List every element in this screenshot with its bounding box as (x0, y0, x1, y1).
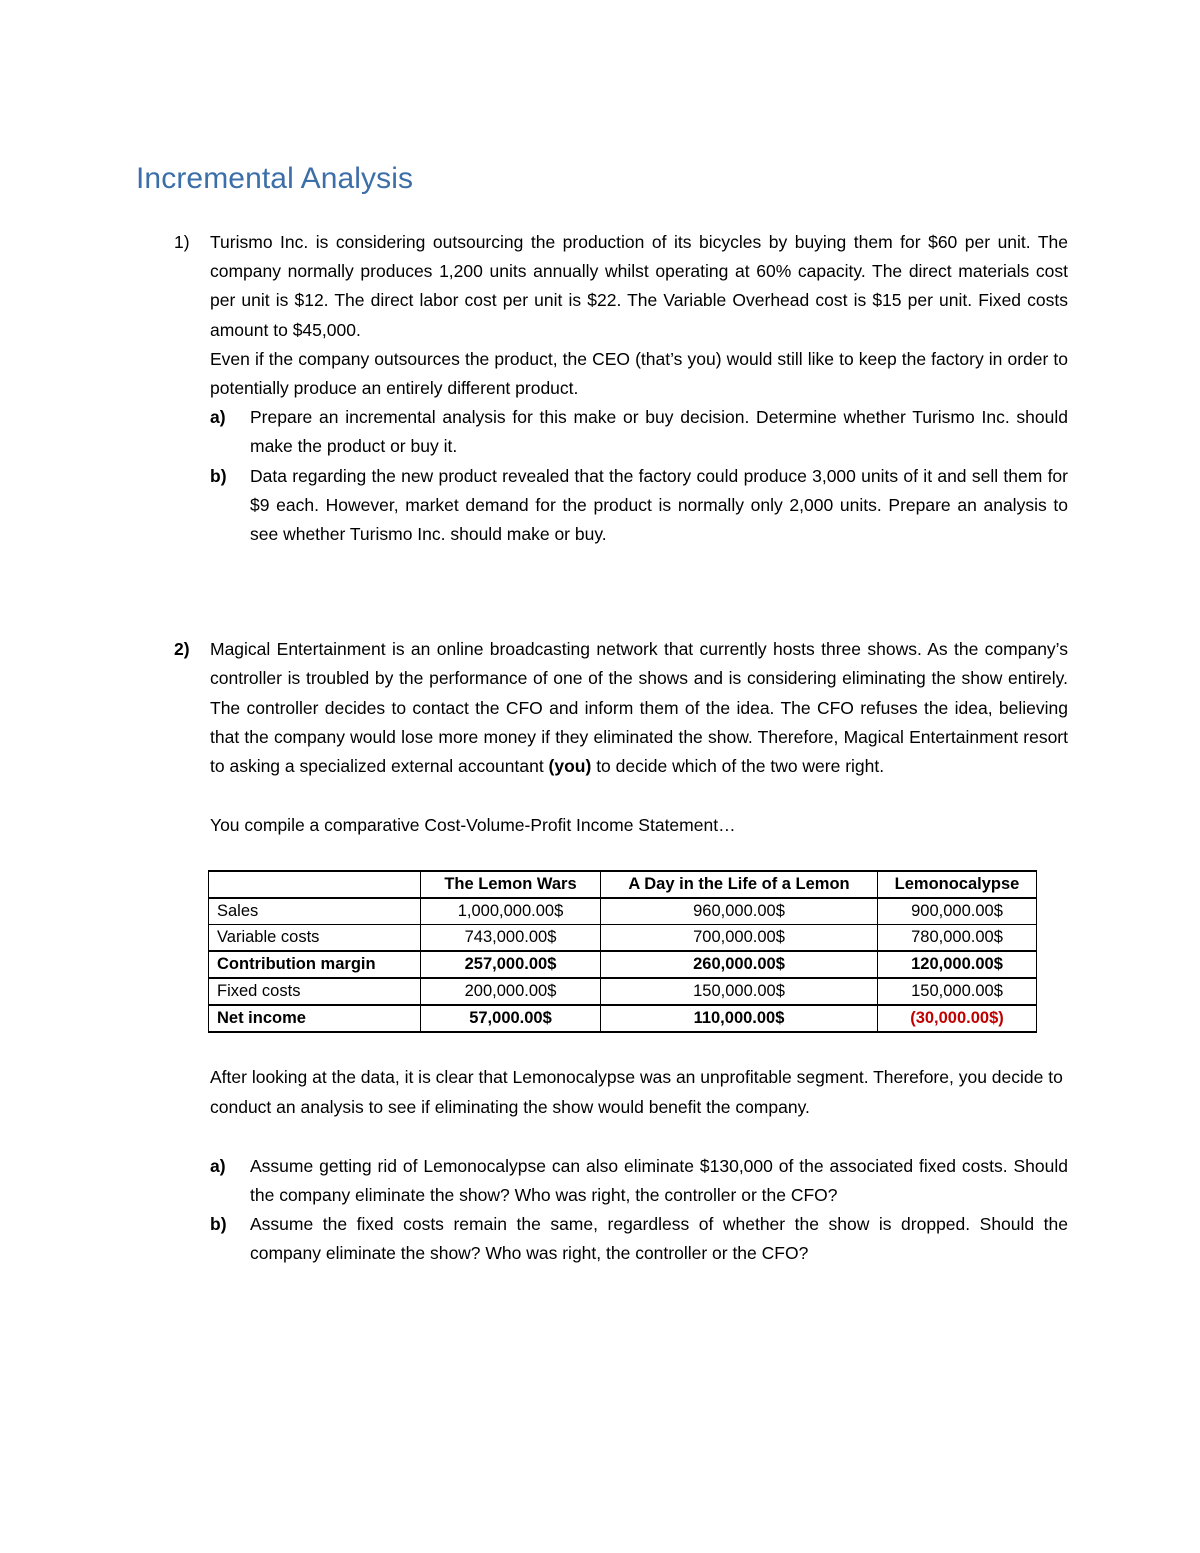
spacer (210, 781, 1068, 811)
cell-net-income-col2: 110,000.00$ (601, 1005, 878, 1032)
item2-paragraph-1 (210, 635, 1068, 781)
item2-paragraph-1-bold: (you) (548, 756, 592, 777)
table-row (209, 951, 1037, 978)
cell-contribution-col3: 120,000.00$ (878, 951, 1037, 978)
table-header-col-3: Lemonocalypse (878, 871, 1037, 898)
item1-subitem-b-text: Data regarding the new product revealed that the factory could produce 3,000 units of it and sell them for $9 each. However, market demand for the product is normally only 2,000 units. Prepare an analysis to see whether Turismo Inc. should make or buy. (250, 465, 1068, 545)
item2-sublist-wrapper (136, 1152, 1068, 1269)
spacer (136, 1122, 1068, 1152)
section-spacer (136, 549, 1068, 635)
cell-sales-col2: 960,000.00$ (601, 898, 878, 925)
cell-fixed-col3: 150,000.00$ (878, 978, 1037, 1005)
question-list (136, 228, 1068, 549)
row-label-net-income: Net income (209, 1005, 421, 1032)
cell-sales-col1: 1,000,000.00$ (421, 898, 601, 925)
item2-sublist (210, 1152, 1068, 1269)
item2-lead-in: You compile a comparative Cost-Volume-Profit Income Statement… (210, 815, 736, 836)
sublist-marker-b: b) (210, 465, 227, 486)
table-corner-cell (209, 871, 421, 898)
list-marker-2: 2) (174, 639, 190, 660)
sublist-marker-a: a) (210, 1155, 226, 1176)
document-body (136, 0, 1068, 1269)
list-item-1 (136, 228, 1068, 549)
cell-fixed-col1: 200,000.00$ (421, 978, 601, 1005)
table-row (209, 978, 1037, 1005)
item1-subitem-b (210, 462, 1068, 550)
cell-variable-col2: 700,000.00$ (601, 925, 878, 952)
row-label-variable-costs: Variable costs (209, 925, 421, 952)
table-header-col-2: A Day in the Life of a Lemon (601, 871, 878, 898)
item1-sublist (210, 403, 1068, 549)
list-item-2 (136, 635, 1068, 840)
item1-paragraph-2: Even if the company outsources the product, the CEO (that’s you) would still like to keep the factory in order to potentially produce an entirely different product. (210, 348, 1068, 399)
cvp-income-statement-table (208, 870, 1037, 1033)
item2-subitem-a (210, 1152, 1068, 1210)
cell-contribution-col2: 260,000.00$ (601, 951, 878, 978)
table-header-row (209, 871, 1037, 898)
item2-paragraph-1-part1: Magical Entertainment is an online broadcasting network that currently hosts three shows. As the company’s controller is troubled by the performance of one of the shows and is considering eliminating the show entirely. The controller decides to contact the CFO and inform them of the idea. The CFO refuses the idea, believing that the company would lose more money if they eliminated the show. Therefore, Magical Entertainment resort to asking a specialized external accountant (210, 639, 1068, 777)
question-list-2 (136, 635, 1068, 840)
item2-subitem-a-text: Assume getting rid of Lemonocalypse can also eliminate $130,000 of the associated fixed costs. Should the company eliminate the show? Who was right, the controller or the CFO? (250, 1155, 1068, 1206)
sublist-marker-a: a) (210, 407, 226, 428)
row-label-fixed-costs: Fixed costs (209, 978, 421, 1005)
item1-subitem-a (210, 403, 1068, 461)
table-header-col-1: The Lemon Wars (421, 871, 601, 898)
cell-net-income-col1: 57,000.00$ (421, 1005, 601, 1032)
list-marker-1: 1) (174, 232, 190, 252)
row-label-sales: Sales (209, 898, 421, 925)
cvp-table-wrapper (136, 870, 1068, 1033)
cell-variable-col1: 743,000.00$ (421, 925, 601, 952)
cell-variable-col3: 780,000.00$ (878, 925, 1037, 952)
sublist-marker-b: b) (210, 1214, 227, 1235)
spacer (136, 1033, 1068, 1063)
table-row (209, 1005, 1037, 1032)
spacer (136, 198, 1068, 228)
item2-subitem-b (210, 1210, 1068, 1268)
spacer (136, 840, 1068, 870)
item2-subitem-b-text: Assume the fixed costs remain the same, regardless of whether the show is dropped. Should the company eliminate the show? Who was right, the controller or the CFO? (250, 1214, 1068, 1264)
table-row (209, 898, 1037, 925)
row-label-contribution-margin: Contribution margin (209, 951, 421, 978)
item1-paragraph-1: Turismo Inc. is considering outsourcing the production of its bicycles by buying them for $60 per unit. The company normally produces 1,200 units annually whilst operating at 60% capacity. The direct materials cost per unit is $12. The direct labor cost per unit is $22. The Variable Overhead cost is $15 per unit. Fixed costs amount to $45,000. (210, 232, 1068, 340)
table-row (209, 925, 1037, 952)
cell-fixed-col2: 150,000.00$ (601, 978, 878, 1005)
item2-paragraph-1-part2: to decide which of the two were right. (591, 756, 885, 777)
cell-contribution-col1: 257,000.00$ (421, 951, 601, 978)
cell-net-income-col3: (30,000.00$) (878, 1005, 1037, 1032)
cell-sales-col3: 900,000.00$ (878, 898, 1037, 925)
item2-after-table-paragraph: After looking at the data, it is clear that Lemonocalypse was an unprofitable segment. Therefore, you decide to conduct an analysis to see if eliminating the show would benefit the company. (210, 1067, 1063, 1117)
page-title: Incremental Analysis (136, 162, 414, 195)
item1-subitem-a-text: Prepare an incremental analysis for this make or buy decision. Determine whether Turismo Inc. should make the product or buy it. (250, 407, 1068, 457)
